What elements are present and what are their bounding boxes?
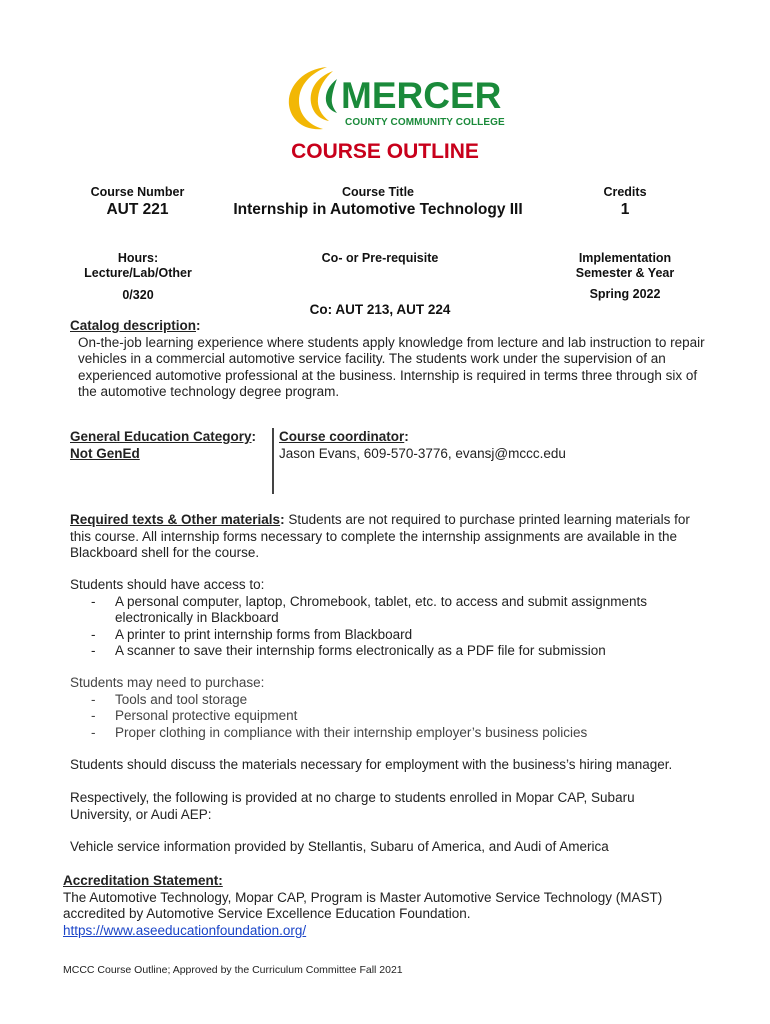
crescent-logo-icon xyxy=(283,63,343,133)
logo-wordmark: MERCER xyxy=(341,75,502,116)
hours-label-1: Hours: xyxy=(117,251,159,265)
required-texts-heading: Required texts & Other materials xyxy=(70,512,281,527)
course-title: Internship in Automotive Technology III xyxy=(233,201,523,218)
list-item: - Tools and tool storage xyxy=(70,692,700,709)
page-footer: MCCC Course Outline; Approved by the Curriculum Committee Fall 2021 xyxy=(63,964,403,976)
accreditation-heading: Accreditation Statement: xyxy=(63,873,223,888)
coordinator-value: Jason Evans, 609-570-3776, evansj@mccc.edu xyxy=(279,445,566,461)
list-item: - A personal computer, laptop, Chromebook, tablet, etc. to access and submit assignments electronically in Blackboard xyxy=(70,594,700,627)
provided-paragraph: Respectively, the following is provided at no charge to students enrolled in Mopar CAP, Subaru University, or Audi AEP: xyxy=(70,790,635,822)
hours-value: 0/320 xyxy=(122,288,154,302)
implementation-label-1: Implementation xyxy=(578,251,672,265)
discuss-paragraph: Students should discuss the materials necessary for employment with the business’s hiring manager. xyxy=(70,757,673,772)
purchase-section xyxy=(70,675,700,741)
vehicle-info-paragraph: Vehicle service information provided by Stellantis, Subaru of America, and Audi of America xyxy=(70,839,609,854)
gen-ed-section: General Education Category: Not GenEd xyxy=(70,429,270,462)
required-texts-text: Students are not required to purchase printed learning materials for this course. All internship forms necessary to complete the internship assignments are available in the Blackboard shell for the course. xyxy=(70,512,690,560)
accreditation-section xyxy=(63,873,713,939)
list-item: - Personal protective equipment xyxy=(70,708,700,725)
hours-label-2: Lecture/Lab/Other xyxy=(84,266,192,280)
gen-ed-value: Not GenEd xyxy=(70,445,140,461)
list-item: - Proper clothing in compliance with their internship employer’s business policies xyxy=(70,725,700,742)
implementation-value: Spring 2022 xyxy=(589,287,661,301)
accreditation-text: The Automotive Technology, Mopar CAP, Program is Master Automotive Service Technology (MAST) accredited by Automotive Service Excellence Education Foundation. xyxy=(63,889,663,921)
credits-label: Credits xyxy=(603,185,647,199)
logo-subtitle: COUNTY COMMUNITY COLLEGE xyxy=(345,117,505,128)
required-texts-section: Required texts & Other materials: Students are not required to purchase printed learning materials for this course. All internship forms necessary to complete the internship assignments are available in the Blackboard shell for the course. xyxy=(70,512,690,560)
prereq-label: Co- or Pre-requisite xyxy=(321,251,439,265)
credits-value: 1 xyxy=(620,201,630,218)
catalog-description-section: Catalog description: On-the-job learning experience where students apply knowledge from lecture and lab instruction to repair vehicles in a commercial automotive service facility. The students work under the supervision of an experienced automotive professional at the business. Internship is required in terms three through six of the automotive technology degree program. xyxy=(70,318,710,401)
access-section xyxy=(70,577,700,660)
list-item: - A scanner to save their internship forms electronically as a PDF file for submission xyxy=(70,643,700,660)
list-item: - A printer to print internship forms from Blackboard xyxy=(70,627,700,644)
course-number: AUT 221 xyxy=(106,201,169,218)
course-title-label: Course Title xyxy=(341,185,414,199)
catalog-text: On-the-job learning experience where students apply knowledge from lecture and lab instruction to repair vehicles in a commercial automotive service facility. The students work under the supervision of an experienced automotive professional at the business. Internship is required in terms three through six of the automotive technology degree program. xyxy=(78,334,705,399)
college-logo xyxy=(283,63,505,133)
implementation-label-2: Semester & Year xyxy=(575,266,675,280)
prereq-value: Co: AUT 213, AUT 224 xyxy=(309,302,451,317)
page-title: COURSE OUTLINE xyxy=(291,140,479,163)
purchase-intro: Students may need to purchase: xyxy=(70,675,265,690)
section-divider xyxy=(272,428,274,494)
gen-ed-heading: General Education Category xyxy=(70,429,252,444)
coordinator-heading: Course coordinator xyxy=(279,429,405,444)
coordinator-section: Course coordinator: Jason Evans, 609-570-3776, evansj@mccc.edu xyxy=(279,429,719,462)
access-intro: Students should have access to: xyxy=(70,577,265,592)
course-number-label: Course Number xyxy=(90,185,185,199)
accreditation-link[interactable]: https://www.aseeducationfoundation.org/ xyxy=(63,922,307,938)
catalog-heading: Catalog description xyxy=(70,318,197,333)
